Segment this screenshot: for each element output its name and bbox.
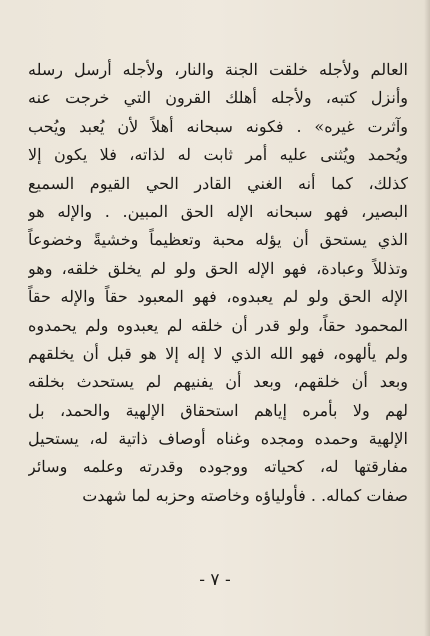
text-line: ويُحمد ويُثنى عليه أمر ثابت له لذاته، فلا يكون إلا xyxy=(28,145,408,165)
page-edge-shadow xyxy=(424,0,430,636)
text-line: الإله الحق ولو لم يعبدوه، فهو المعبود حقاً والإله حقاً xyxy=(28,287,408,307)
text-line: كذلك، كما أنه الغني القادر الحي القيوم السميع xyxy=(28,173,408,193)
text-line: الإلهية وحمده ومجده وغناه أوصاف ذاتية له، يستحيل xyxy=(28,429,408,449)
text-line: صفات كماله. . فأولياؤه وخاصته وحزبه لما شهدت xyxy=(82,485,408,505)
text-line: المحمود حقاً، ولو قدر أن خلقه لم يعبدوه ولم يحمدوه xyxy=(28,315,408,335)
text-line: لهم ولا بأمره إياهم استحقاق الإلهية والحمد، بل xyxy=(28,400,408,420)
text-line: العالم ولأجله خلقت الجنة والنار، ولأجله أرسل رسله xyxy=(28,60,408,79)
page-number: - ٧ - xyxy=(199,570,231,590)
text-line: وتذللاً وعبادة، فهو الإله الحق ولو لم يخلق خلقه، وهو xyxy=(28,258,408,278)
text-line: وبعد أن خلقهم، وبعد أن يفنيهم لم يستحدث بخلقه xyxy=(28,372,408,392)
text-line: الذي يستحق أن يؤله محبة وتعظيماً وخشيةً وخضوعاً xyxy=(28,230,408,250)
body-text xyxy=(28,56,408,510)
text-line: وأنزل كتبه، ولأجله أهلك القرون التي خرجت عنه xyxy=(28,88,408,108)
text-line: مفارقتها له، كحياته ووجوده وقدرته وعلمه وسائر xyxy=(28,457,408,477)
text-line: ولم يألهوه، فهو الله الذي لا إله إلا هو قبل أن يخلقهم xyxy=(28,343,408,363)
text-line: البصير، فهو سبحانه الإله الحق المبين. . والإله هو xyxy=(28,201,408,221)
text-line: وآثرت غيره» . فكونه سبحانه أهلاً لأن يُعبد ويُحب xyxy=(28,116,408,136)
